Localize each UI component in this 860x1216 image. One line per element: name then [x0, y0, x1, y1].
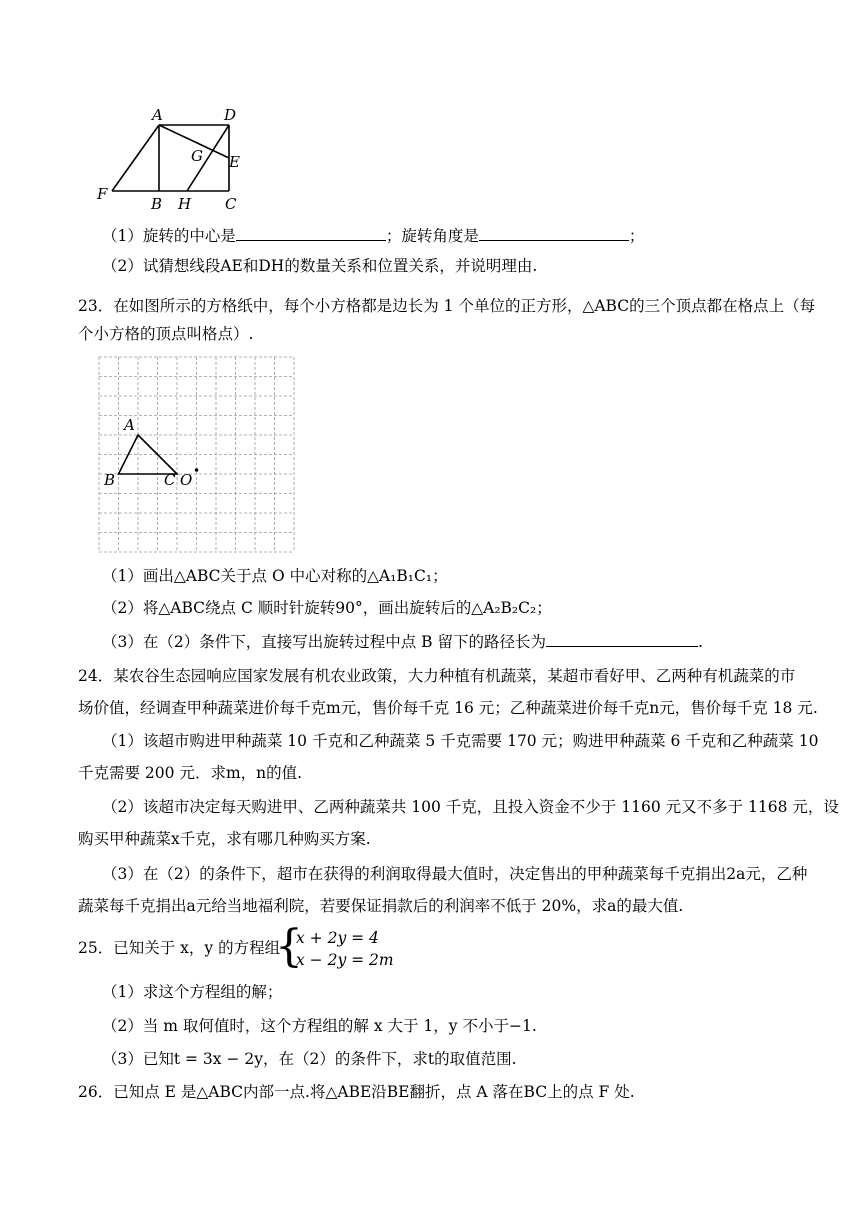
- q24-part1-line2: 千克需要 200 元．求m，n的值.: [78, 764, 303, 782]
- answer-blank-angle[interactable]: [479, 226, 629, 241]
- q25-part3: （3）已知t = 3x − 2y，在（2）的条件下，求t的取值范围.: [102, 1050, 517, 1068]
- figure-square-rotation: [90, 100, 260, 215]
- q25-equation1: x + 2y = 4: [296, 929, 379, 947]
- label-D: D: [224, 106, 237, 124]
- q24-part2-line1: （2）该超市决定每天购进甲、乙两种蔬菜共 100 千克，且投入资金不少于 1160 元又不多于 1168 元，设: [102, 798, 839, 816]
- q24-stem-line1: 24．某农谷生态园响应国家发展有机农业政策，大力种植有机蔬菜，某超市看好甲、乙两种有机蔬菜的市: [78, 667, 796, 685]
- q23-part1: （1）画出△ABC关于点 O 中心对称的△A₁B₁C₁；: [102, 567, 448, 585]
- grid-label-A: A: [124, 416, 135, 434]
- q24-part3-line1: （3）在（2）的条件下，超市在获得的利润取得最大值时，决定售出的甲种蔬菜每千克捐出2a元，乙种: [102, 865, 808, 883]
- q25-part1: （1）求这个方程组的解；: [102, 983, 283, 1001]
- label-A: A: [152, 106, 163, 124]
- q23-stem-line1: 23．在如图所示的方格纸中，每个小方格都是边长为 1 个单位的正方形，△ABC的三个顶点都在格点上（每: [78, 297, 816, 315]
- q23-part3: （3）在（2）条件下，直接写出旋转过程中点 B 留下的路径长为 .: [102, 633, 703, 651]
- label-F: F: [97, 185, 108, 203]
- q25-intro: 25．已知关于 x，y 的方程组: [78, 939, 281, 957]
- answer-blank-center[interactable]: [236, 226, 386, 241]
- label-C: C: [225, 195, 237, 213]
- q26-stem: 26．已知点 E 是△ABC内部一点.将△ABE沿BE翻折，点 A 落在BC上的点 F 处.: [78, 1083, 635, 1101]
- q23-part2: （2）将△ABC绕点 C 顺时针旋转90°，画出旋转后的△A₂B₂C₂；: [102, 599, 552, 617]
- q23-stem-line2: 个小方格的顶点叫格点）.: [78, 325, 254, 343]
- triangle-abc: [119, 435, 178, 474]
- q24-part2-line2: 购买甲种蔬菜x千克，求有哪几种购买方案.: [78, 830, 371, 848]
- answer-blank-path[interactable]: [546, 632, 698, 647]
- q22-part1: （1）旋转的中心是 ；旋转角度是 ；: [102, 227, 645, 245]
- q25-equation2: x − 2y = 2m: [296, 951, 394, 969]
- label-B: B: [151, 195, 163, 213]
- point-o: [195, 468, 199, 472]
- q24-stem-line2: 场价值，经调查甲种蔬菜进价每千克m元，售价每千克 16 元；乙种蔬菜进价每千克n元，售价每千克 18 元.: [78, 699, 818, 717]
- grid-label-C: C: [164, 471, 176, 489]
- grid-label-O: O: [180, 471, 193, 489]
- grid-label-B: B: [104, 471, 116, 489]
- grid-figure: [92, 350, 302, 555]
- q22-part2: （2）试猜想线段AE和DH的数量关系和位置关系，并说明理由.: [102, 257, 538, 275]
- q24-part3-line2: 蔬菜每千克捐出a元给当地福利院，若要保证捐款后的利润率不低于 20%，求a的最大值.: [78, 897, 684, 915]
- q25-part2: （2）当 m 取何值时，这个方程组的解 x 大于 1，y 不小于−1.: [102, 1017, 537, 1035]
- q24-part1-line1: （1）该超市购进甲种蔬菜 10 千克和乙种蔬菜 5 千克需要 170 元；购进甲种蔬菜 6 千克和乙种蔬菜 10: [102, 732, 819, 750]
- label-H: H: [178, 195, 192, 213]
- label-E: E: [229, 153, 240, 171]
- equation-brace: {: [275, 921, 303, 972]
- label-G: G: [191, 147, 203, 165]
